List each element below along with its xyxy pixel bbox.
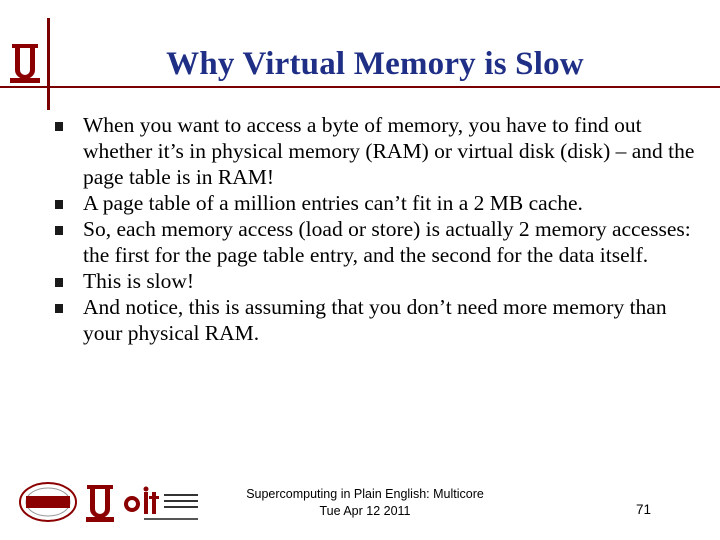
bullet-square-icon <box>55 122 63 131</box>
bullet-item <box>55 190 695 216</box>
bullet-text: So, each memory access (load or store) is actually 2 memory accesses: the first for the page table entry, and the second for the data itself. <box>83 217 691 267</box>
slide-title: Why Virtual Memory is Slow <box>166 46 584 82</box>
ou-footer-logo-icon <box>84 482 116 526</box>
bullet-square-icon <box>55 200 63 209</box>
header-horizontal-rule <box>0 86 720 88</box>
bullet-item <box>55 216 695 268</box>
bullet-item <box>55 268 695 294</box>
oscer-logo-icon <box>18 481 78 523</box>
bullet-text: And notice, this is assuming that you don’t need more memory than your physical RAM. <box>83 295 667 345</box>
bullet-text: This is slow! <box>83 269 195 293</box>
footer-date: Tue Apr 12 2011 <box>319 504 411 518</box>
footer-caption <box>230 486 500 520</box>
bullet-item <box>55 112 695 190</box>
bullet-list <box>55 112 695 346</box>
bullet-square-icon <box>55 304 63 313</box>
bullet-square-icon <box>55 226 63 235</box>
bullet-text: A page table of a million entries can’t fit in a 2 MB cache. <box>83 191 583 215</box>
bullet-text: When you want to access a byte of memory, you have to find out whether it’s in physical memory (RAM) or virtual disk (disk) – and the page table is in RAM! <box>83 113 695 189</box>
ou-logo-icon <box>8 40 42 88</box>
bullet-square-icon <box>55 278 63 287</box>
information-technology-logo-icon <box>122 486 202 524</box>
page-number: 71 <box>636 502 652 517</box>
footer-course-title: Supercomputing in Plain English: Multicore <box>246 487 484 501</box>
bullet-item <box>55 294 695 346</box>
header-vertical-rule <box>47 18 50 110</box>
